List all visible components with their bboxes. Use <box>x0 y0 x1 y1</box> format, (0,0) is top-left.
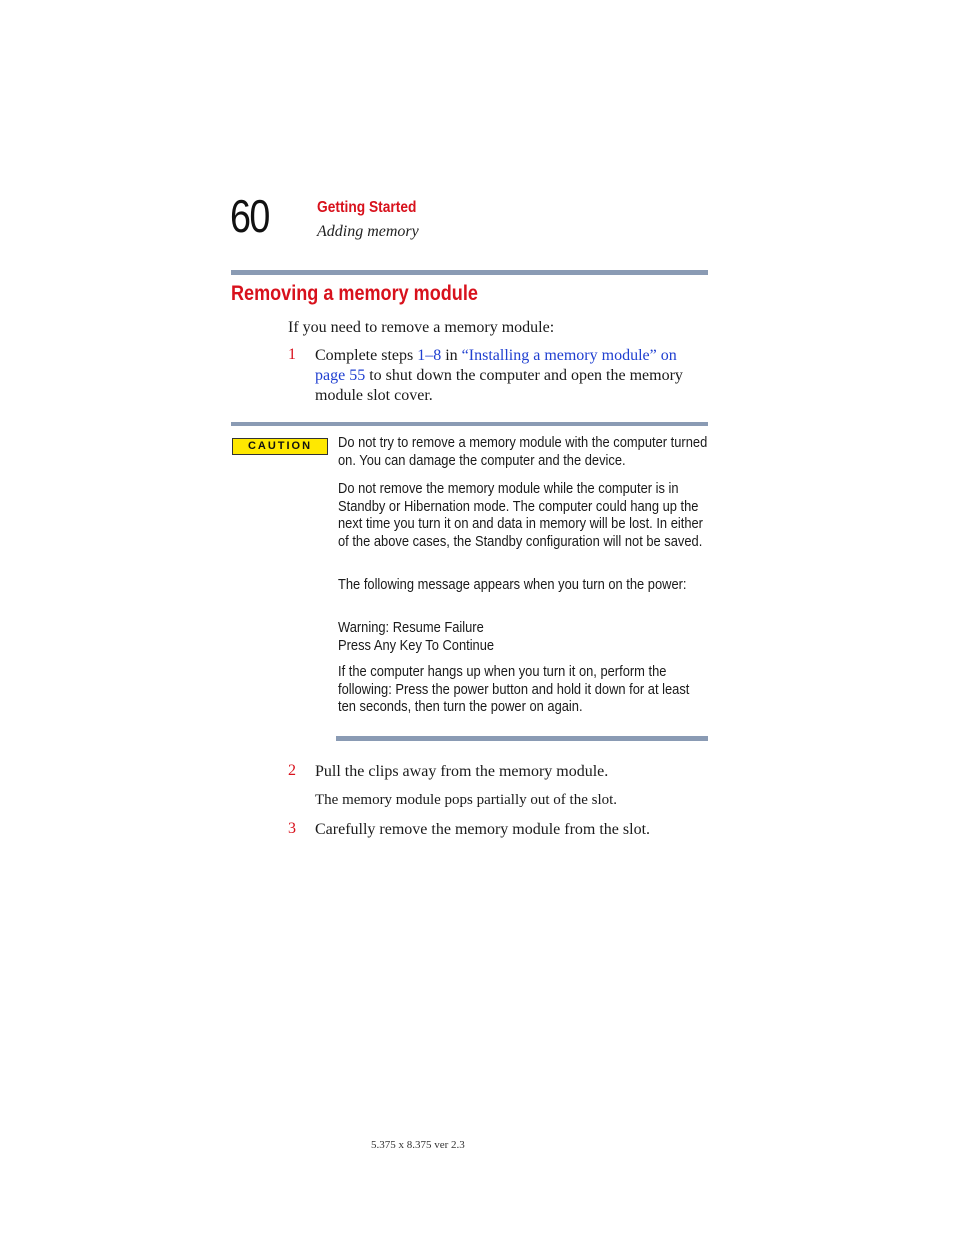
step-1-text <box>315 346 710 406</box>
caution-paragraph-5: If the computer hangs up when you turn it on, perform the following: Press the power button and hold it down for at least ten seconds, then turn the power on again. <box>338 663 690 715</box>
top-divider <box>231 270 708 275</box>
caution-paragraph-2: Do not remove the memory module while the computer is in Standby or Hibernation mode. The computer could hang up the next time you turn it on and data in memory will be lost. In either of the above cases, the Standby configuration will not be saved. <box>338 480 703 550</box>
step-1-text-after: to shut down the computer and open the memory module slot cover. <box>315 367 683 404</box>
subsection-title: Adding memory <box>317 223 419 240</box>
step-number-1: 1 <box>288 346 296 363</box>
caution-top-divider <box>231 422 708 426</box>
caution-bottom-divider <box>336 736 708 741</box>
page-footer: 5.375 x 8.375 ver 2.3 <box>371 1139 465 1151</box>
step-number-3: 3 <box>288 820 296 837</box>
caution-badge: CAUTION <box>232 438 328 455</box>
step-1-text-mid: in <box>441 347 462 364</box>
section-title: Getting Started <box>317 199 417 216</box>
step-1-text-before: Complete steps <box>315 347 418 364</box>
step-number-2: 2 <box>288 762 296 779</box>
step-3-text: Carefully remove the memory module from the slot. <box>315 821 651 838</box>
step-2-note: The memory module pops partially out of the slot. <box>315 792 618 808</box>
steps-range-link[interactable]: 1–8 <box>417 347 442 364</box>
caution-warning-message: Warning: Resume Failure Press Any Key To Continue <box>338 619 495 654</box>
section-heading: Removing a memory module <box>231 282 478 305</box>
step-2-text: Pull the clips away from the memory module. <box>315 763 609 780</box>
caution-paragraph-3: The following message appears when you turn on the power: <box>338 576 687 593</box>
installing-memory-link[interactable]: “Installing a memory module” on page 55 <box>315 347 677 384</box>
intro-text: If you need to remove a memory module: <box>288 319 555 336</box>
page-number: 60 <box>230 190 269 242</box>
caution-paragraph-1: Do not try to remove a memory module with the computer turned on. You can damage the computer and the device. <box>338 434 708 469</box>
